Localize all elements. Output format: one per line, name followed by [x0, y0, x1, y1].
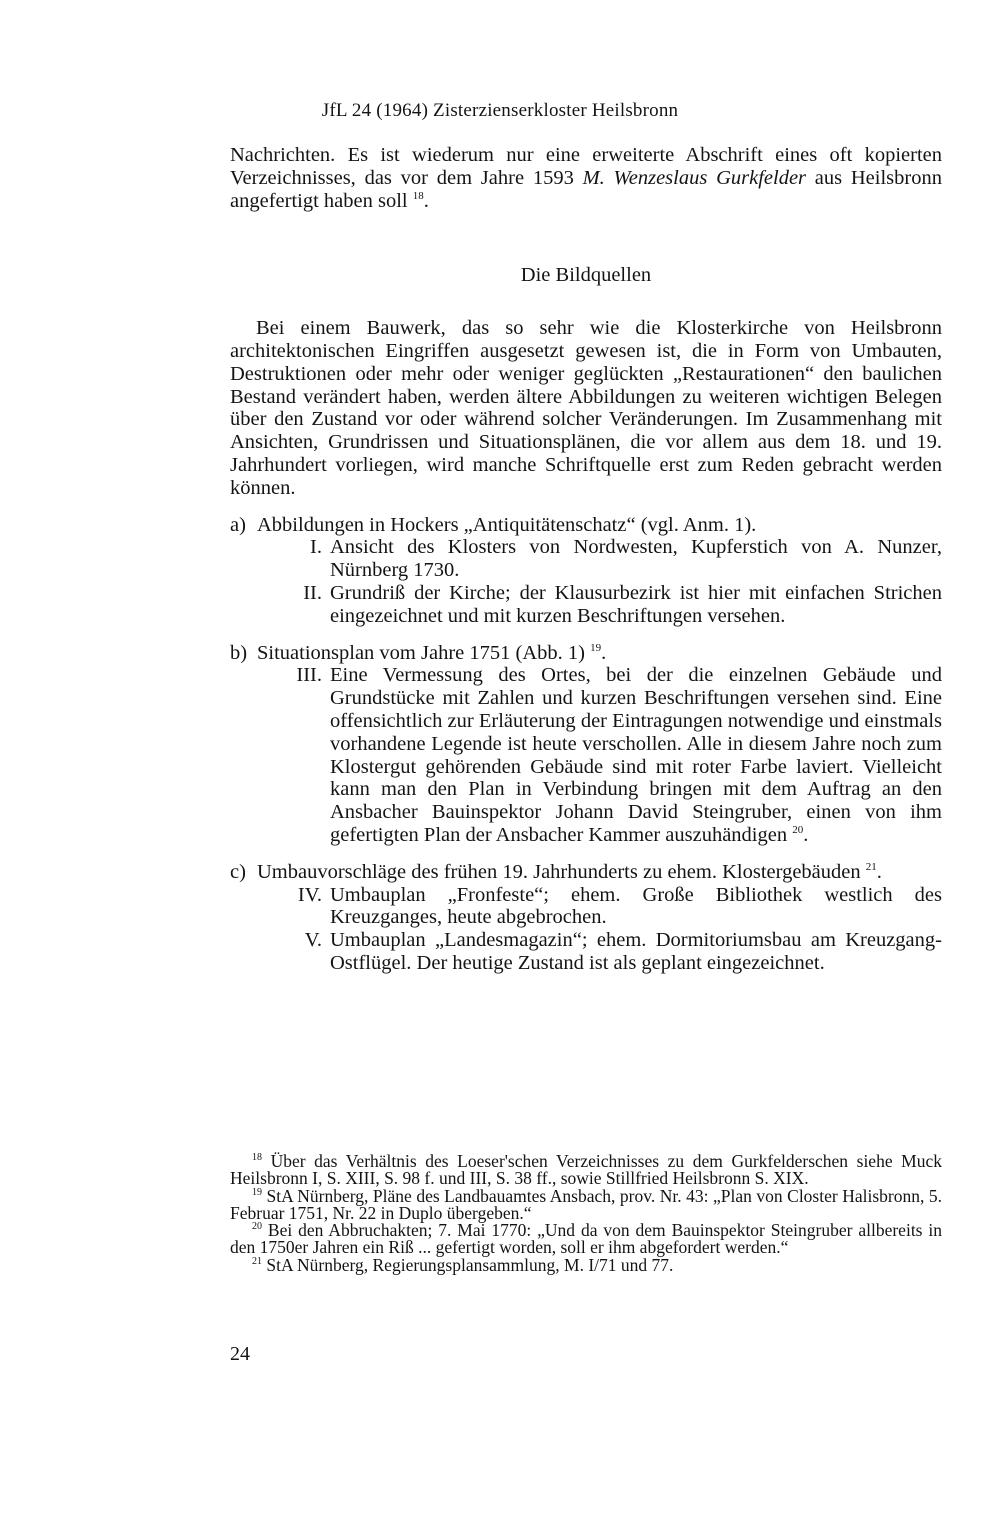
footnote-number: 21 [252, 1255, 262, 1267]
footnotes [230, 1153, 942, 1274]
item-numeral: I. [310, 536, 322, 559]
lead-paragraph [230, 144, 942, 212]
group-text: Abbildungen in Hockers „Antiquitätenschatz“ (vgl. Anm. 1). [257, 513, 757, 536]
item-numeral: IV. [297, 883, 322, 906]
item-text: Eine Vermessung des Ortes, bei der die einzelnen Gebäude und Grundstücke mit Zahlen und kurzen Beschriftungen versehen sind. Eine offensichtlich zur Erläuterung der Eintragungen notwendige und einstmals vorhandene Legende ist heute verschollen. Alle in diesem Jahre noch zum Klostergut gehörenden Gebäude sind mit roter Farbe laviert. Vielleicht kann man den Plan in Verbindung bringen mit dem Auftrag an den Ansbacher Bauinspektor Johann David Steingruber, einen von ihm gefertigten Plan der Ansbacher Kammer auszuhändigen [330, 664, 942, 846]
footnote-ref: 18 [412, 189, 424, 202]
group-heading [230, 642, 942, 665]
footnote [230, 1153, 942, 1188]
footnote [230, 1222, 942, 1257]
group-letter: b) [230, 641, 248, 664]
group-text-line [257, 642, 942, 665]
item-text-line [330, 929, 942, 975]
group-text: Umbauvorschläge des frühen 19. Jahrhunderts zu ehem. Klostergebäuden [257, 860, 861, 883]
item-numeral: III. [296, 664, 322, 687]
section-title: Die Bildquellen [520, 264, 652, 287]
running-header: JfL 24 (1964) Zisterzienserkloster Heilsbronn [321, 100, 679, 121]
group-heading [230, 514, 942, 537]
source-group [230, 514, 942, 628]
item-end: . [803, 823, 809, 846]
footnote-number: 20 [252, 1221, 262, 1233]
footnote-text: StA Nürnberg, Pläne des Landbauamtes Ansbach, prov. Nr. 43: „Plan von Closter Halisbronn, 5. Februar 1751, Nr. 22 in Duplo übergeben.“ [230, 1185, 942, 1223]
footnote-ref: 19 [590, 641, 602, 654]
footnote-ref: 21 [865, 860, 877, 873]
item-text-line [330, 884, 942, 930]
lead-text: Nachrichten. Es ist wiederum nur eine erweiterte Abschrift eines oft kopierten Verzeichnisses, das vor dem Jahre 1593 [230, 144, 942, 189]
footnote [230, 1185, 942, 1223]
footnote-text: StA Nürnberg, Regierungsplansammlung, M. I/71 und 77. [266, 1254, 674, 1275]
footnote-text: Bei den Abbruchakten; 7. Mai 1770: „Und da von dem Bauinspektor Steingruber allbereits in den 1750er Jahren ein Riß ... gefertigt worden, soll er ihm abgefordert werden.“ [230, 1220, 943, 1258]
footnote-number: 19 [252, 1186, 262, 1198]
footnote-text: Über das Verhältnis des Loeser'schen Verzeichnisses zu dem Gurkfelderschen siehe Muck Heilsbronn I, S. XIII, S. 98 f. und III, S. 38 ff., sowie Stillfried Heilsbronn S. XIX. [230, 1151, 942, 1189]
item-text-line [330, 536, 942, 582]
group-items [280, 536, 942, 627]
item-numeral: II. [303, 581, 322, 604]
lead-end: . [423, 189, 429, 212]
intro-paragraph: Bei einem Bauwerk, das so sehr wie die Klosterkirche von Heilsbronn architektonischen Eingriffen ausgesetzt gewesen ist, die in Form von Umbauten, Destruktionen oder mehr oder weniger geglückten „Restaurationen“ den baulichen Bestand verändert haben, werden ältere Abbildungen zu weiteren wichtigen Belegen über den Zustand vor oder während solcher Veränderungen. Im Zusammenhang mit Ansichten, Grundrissen und Situationsplänen, die vor allem aus dem 18. und 19. Jahrhundert vorliegen, wird manche Schriftquelle erst zum Reden gebracht werden können. [230, 317, 942, 499]
list-item [280, 582, 942, 628]
lead-text-cont: aus Heilsbronn angefertigt haben soll [230, 166, 942, 212]
list-item [280, 536, 942, 582]
source-group [230, 642, 942, 847]
footnote-number: 18 [252, 1152, 262, 1164]
person-name: M. Wenzeslaus Gurkfelder [582, 166, 807, 189]
item-numeral: V. [304, 929, 322, 952]
group-end: . [876, 860, 882, 883]
footnote [230, 1254, 942, 1275]
list-item [280, 664, 942, 846]
group-items [280, 884, 942, 975]
group-text-line [257, 861, 942, 884]
item-text: Umbauplan „Fronfeste“; ehem. Große Bibliothek westlich des Kreuzganges, heute abgebrochen. [330, 883, 942, 929]
page-number: 24 [230, 1343, 250, 1365]
list-item [280, 929, 942, 975]
group-text: Situationsplan vom Jahre 1751 (Abb. 1) [257, 641, 585, 664]
group-letter: a) [230, 513, 246, 536]
item-text: Umbauplan „Landesmagazin“; ehem. Dormitoriumsbau am Kreuzgang-Ostflügel. Der heutige Zustand ist als geplant eingezeichnet. [330, 929, 942, 974]
group-heading [230, 861, 942, 884]
item-text-line [330, 664, 942, 846]
source-group [230, 861, 942, 975]
body-text [230, 144, 942, 975]
group-letter: c) [230, 860, 246, 883]
list-item [280, 884, 942, 930]
footnote-ref: 20 [792, 824, 804, 837]
group-items [280, 664, 942, 846]
source-groups [230, 514, 942, 975]
item-text-line [330, 582, 942, 628]
item-text: Ansicht des Klosters von Nordwesten, Kupferstich von A. Nunzer, Nürnberg 1730. [330, 536, 942, 582]
group-text-line [257, 514, 942, 537]
item-text: Grundriß der Kirche; der Klausurbezirk ist hier mit einfachen Strichen eingezeichnet und mit kurzen Beschriftungen versehen. [330, 581, 942, 627]
group-end: . [601, 641, 607, 664]
